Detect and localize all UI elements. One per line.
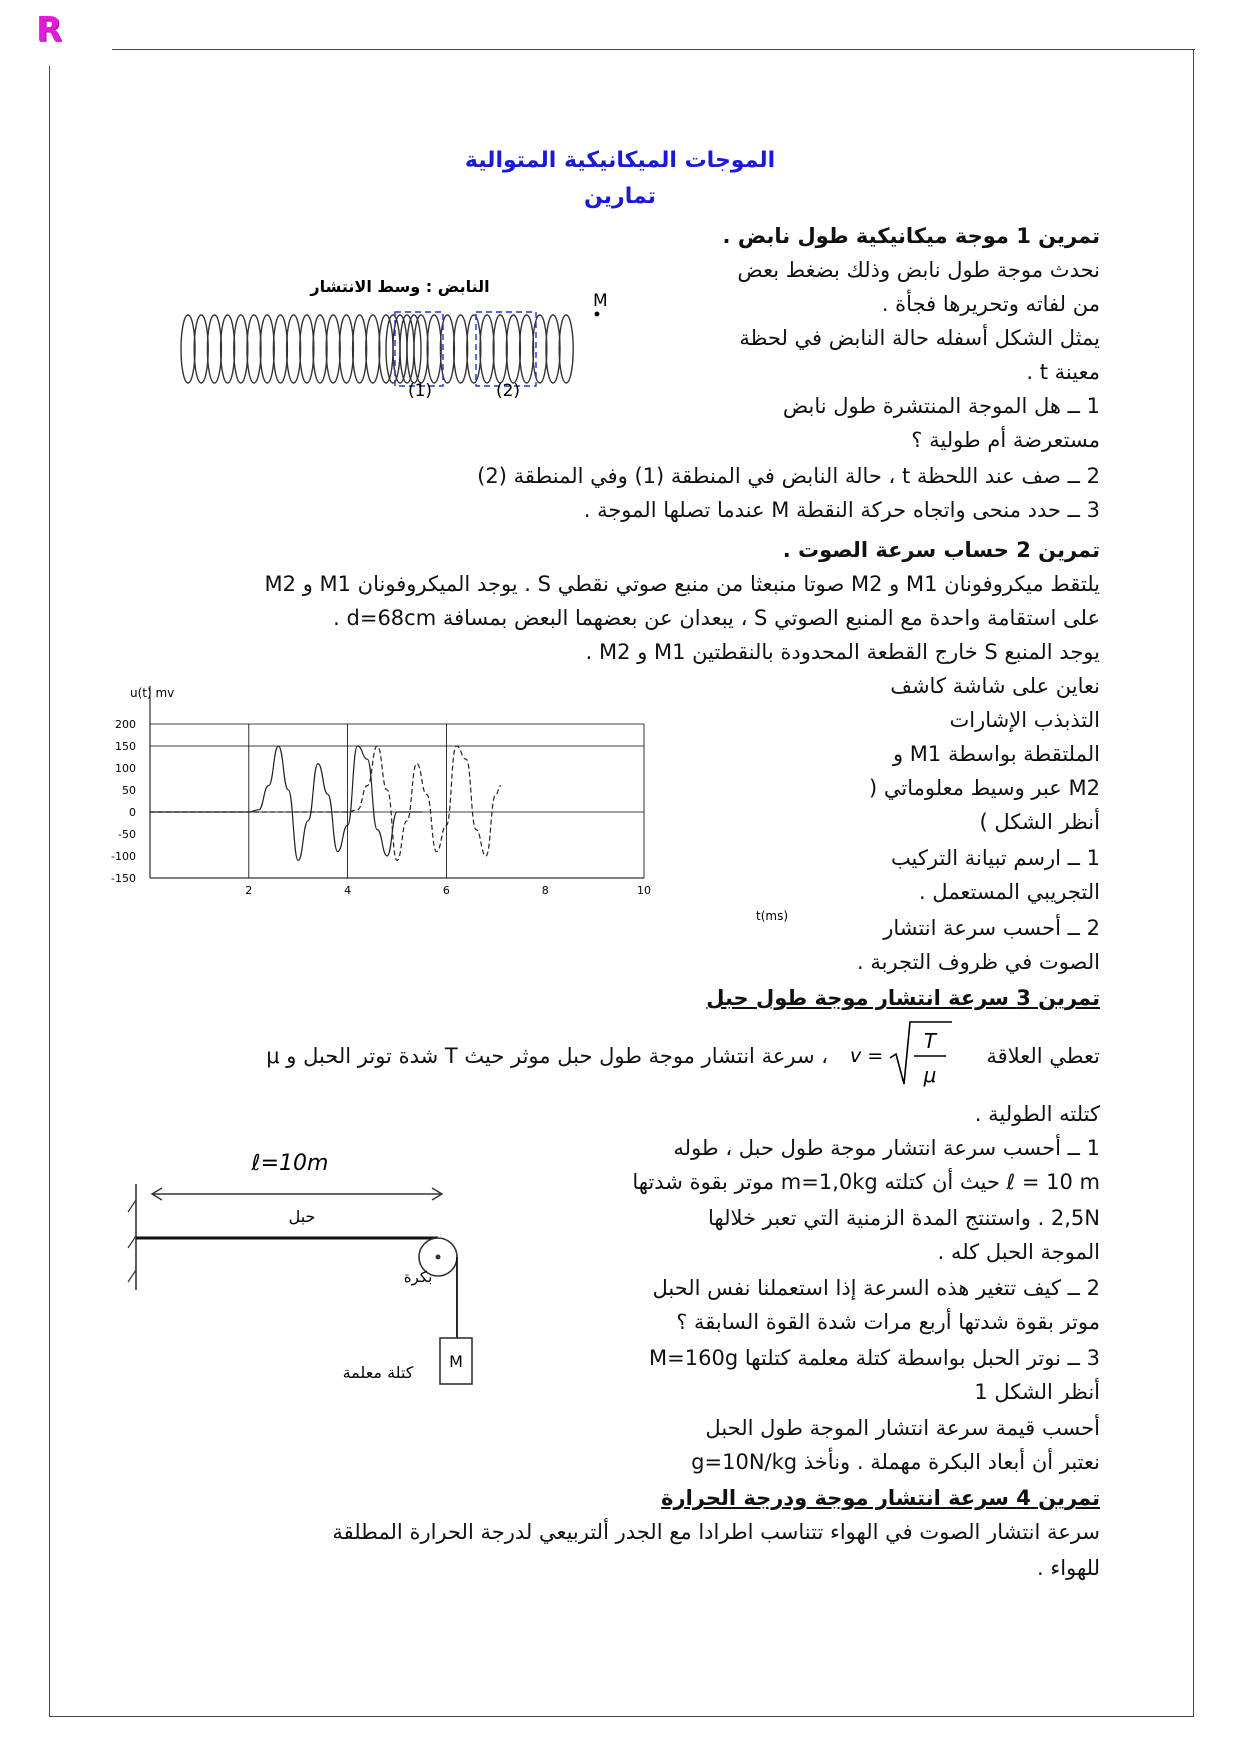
ex3-heading: تمرين 3 سرعة انتشار موجة طول حبل	[706, 986, 1100, 1010]
spring-coil	[520, 315, 534, 383]
formula-v: v =	[850, 1045, 884, 1067]
ex3-side-line: موتر بقوة شدتها أربع مرات شدة القوة السابقة ؟	[676, 1310, 1100, 1334]
frame-right-border	[1193, 49, 1194, 1716]
ex4-line2: للهواء .	[1037, 1556, 1100, 1580]
spring-figure	[180, 268, 640, 408]
ex1-line: من لفاته وتحريرها فجأة .	[881, 292, 1100, 316]
spring-coil	[221, 315, 235, 383]
chart-y-tick: -50	[118, 828, 136, 841]
spring-coil	[533, 315, 547, 383]
ex2-line1: يلتقط ميكروفونان M1 و M2 صوتا منبعثا من منبع صوتي نقطي S . يوجد الميكروفونان M1 و M2	[264, 572, 1100, 596]
spring-coil	[559, 315, 573, 383]
ex3-formula-rest: ، سرعة انتشار موجة طول حبل موثر حيث T شدة توتر الحبل و μ	[266, 1044, 828, 1068]
spring-coil	[454, 315, 468, 383]
spring-coil	[353, 315, 367, 383]
ex2-side-line: نعاين على شاشة كاشف	[890, 674, 1100, 698]
ex2-side-line: 1 ــ ارسم تبيانة التركيب	[890, 846, 1100, 870]
chart-y-tick: 200	[115, 718, 136, 731]
ex2-side-line: الصوت في ظروف التجربة .	[856, 950, 1100, 974]
page-subtitle: تمارين	[584, 184, 656, 209]
chart-x-tick: 4	[344, 884, 352, 897]
spring-coil	[300, 315, 314, 383]
spring-coil	[207, 315, 221, 383]
ex2-line3: يوجد المنبع S خارج القطعة المحدودة بالنقطتين M1 و M2 .	[585, 640, 1100, 664]
ex1-line: 3 ــ حدد منحى واتجاه حركة النقطة M عندما تصلها الموجة .	[583, 498, 1100, 522]
spring-coil	[181, 315, 195, 383]
chart-y-tick: 50	[122, 784, 136, 797]
spring-coil	[427, 315, 441, 383]
ex3-side-line: نعتبر أن أبعاد البكرة مهملة . ونأخذ g=10N/kg	[691, 1450, 1100, 1474]
pulley-label: بكرة	[403, 1268, 433, 1286]
ex3-side-line: 2,5N . واستنتج المدة الزمنية التي تعبر خلالها	[707, 1206, 1100, 1230]
formula-mu: μ	[923, 1063, 937, 1087]
spring-coil	[273, 315, 287, 383]
chart-series-m2	[150, 746, 501, 860]
ex3-side-line: ℓ = 10 m حيث أن كتلته m=1,0kg موتر بقوة شدتها	[632, 1170, 1100, 1194]
ex2-side-line: الملتقطة بواسطة M1 و	[892, 742, 1100, 766]
rope-pulley-figure	[120, 1140, 490, 1400]
ex1-line: مستعرضة أم طولية ؟	[911, 428, 1100, 452]
formula-t: T	[923, 1029, 937, 1053]
page-title: الموجات الميكانيكية المتوالية	[464, 148, 776, 173]
spring-coil	[480, 315, 494, 383]
frame-top-border	[112, 49, 1195, 50]
ex2-side-line: 2 ــ أحسب سرعة انتشار	[883, 916, 1100, 940]
spring-coil	[194, 315, 208, 383]
rope-length-label: ℓ=10m	[251, 1151, 329, 1176]
ex3-formula-intro: تعطي العلاقة	[986, 1044, 1100, 1068]
ex3-line2: كتلته الطولية .	[974, 1102, 1100, 1126]
ex2-side-line: M2 عبر وسيط معلوماتي (	[868, 776, 1100, 800]
chart-x-tick: 2	[245, 884, 253, 897]
ex3-side-line: 1 ــ أحسب سرعة انتشار موجة طول حبل ، طوله	[673, 1136, 1100, 1160]
point-m	[595, 312, 600, 317]
chart-y-tick: 150	[115, 740, 136, 753]
ex2-heading: تمرين 2 حساب سرعة الصوت .	[782, 538, 1100, 562]
ex3-side-line: 3 ــ نوتر الحبل بواسطة كتلة معلمة كتلتها M=160g	[649, 1346, 1100, 1370]
chart-y-tick: -100	[111, 850, 136, 863]
chart-ylabel: u(t) mv	[130, 686, 175, 700]
mass-label: كتلة معلمة	[342, 1363, 414, 1382]
ex4-line1: سرعة انتشار الصوت في الهواء تتناسب اطرادا مع الجدر ألتربيعي لدرجة الحرارة المطلقة	[332, 1520, 1100, 1544]
spring-coil	[493, 315, 507, 383]
ex3-side-line: أحسب قيمة سرعة انتشار الموجة طول الحبل	[705, 1416, 1100, 1440]
frame-bottom-border	[49, 1716, 1194, 1717]
spring-coil	[506, 315, 520, 383]
chart-xlabel: t(ms)	[756, 909, 789, 923]
ex1-line: 1 ــ هل الموجة المنتشرة طول نابض	[782, 394, 1100, 418]
chart-y-tick: 0	[129, 806, 136, 819]
spring-coil	[313, 315, 327, 383]
ex4-heading: تمرين 4 سرعة انتشار موجة ودرجة الحرارة	[661, 1486, 1100, 1510]
spring-coil	[326, 315, 340, 383]
spring-coil	[339, 315, 353, 383]
spring-coil	[247, 315, 261, 383]
ex1-line: 2 ــ صف عند اللحظة t ، حالة النابض في المنطقة (1) وفي المنطقة (2)	[477, 464, 1100, 488]
chart-x-tick: 6	[442, 884, 450, 897]
ex3-side-line: الموجة الحبل كله .	[937, 1240, 1100, 1264]
spring-coil	[467, 315, 481, 383]
chart-x-tick: 10	[637, 884, 651, 897]
ex3-side-line: أنظر الشكل 1	[974, 1380, 1100, 1404]
spring-coil	[260, 315, 274, 383]
ex2-side-line: التجريبي المستعمل .	[918, 880, 1100, 904]
ex2-side-line: أنظر الشكل )	[979, 810, 1100, 834]
ex1-line: يمثل الشكل أسفله حالة النابض في لحظة	[739, 326, 1100, 350]
ex3-side-line: 2 ــ كيف تتغير هذه السرعة إذا استعملنا نفس الحبل	[652, 1276, 1100, 1300]
zone2-label: (2)	[495, 381, 521, 401]
chart-y-tick: -150	[111, 872, 136, 885]
ex1-line: معينة t .	[1026, 360, 1100, 384]
spring-coil	[234, 315, 248, 383]
ex2-side-line: التذبذب الإشارات	[949, 708, 1100, 732]
chart-series-m1	[150, 746, 422, 860]
frame-left-border	[49, 66, 50, 1716]
zone1-label: (1)	[407, 381, 433, 401]
oscilloscope-chart	[111, 680, 800, 940]
ex2-line2: على استقامة واحدة مع المنبع الصوتي S ، يبعدان عن بعضهما البعض بمسافة d=68cm .	[333, 606, 1100, 630]
rope-label: حبل	[288, 1207, 316, 1226]
chart-x-tick: 8	[541, 884, 549, 897]
mass-symbol: M	[449, 1352, 463, 1371]
spring-coil	[287, 315, 301, 383]
ex1-line: نحدث موجة طول نابض وذلك بضغط بعض	[737, 258, 1100, 282]
spring-coil	[546, 315, 560, 383]
ex1-heading: تمرين 1 موجة ميكانيكية طول نابض .	[722, 224, 1100, 248]
spring-coil	[366, 315, 380, 383]
point-m-label: M	[593, 291, 608, 311]
formula-sqrt	[848, 1018, 958, 1092]
brand-logo: R	[36, 10, 63, 50]
spring-caption: النابض : وسط الانتشار	[310, 277, 490, 296]
chart-y-tick: 100	[115, 762, 136, 775]
